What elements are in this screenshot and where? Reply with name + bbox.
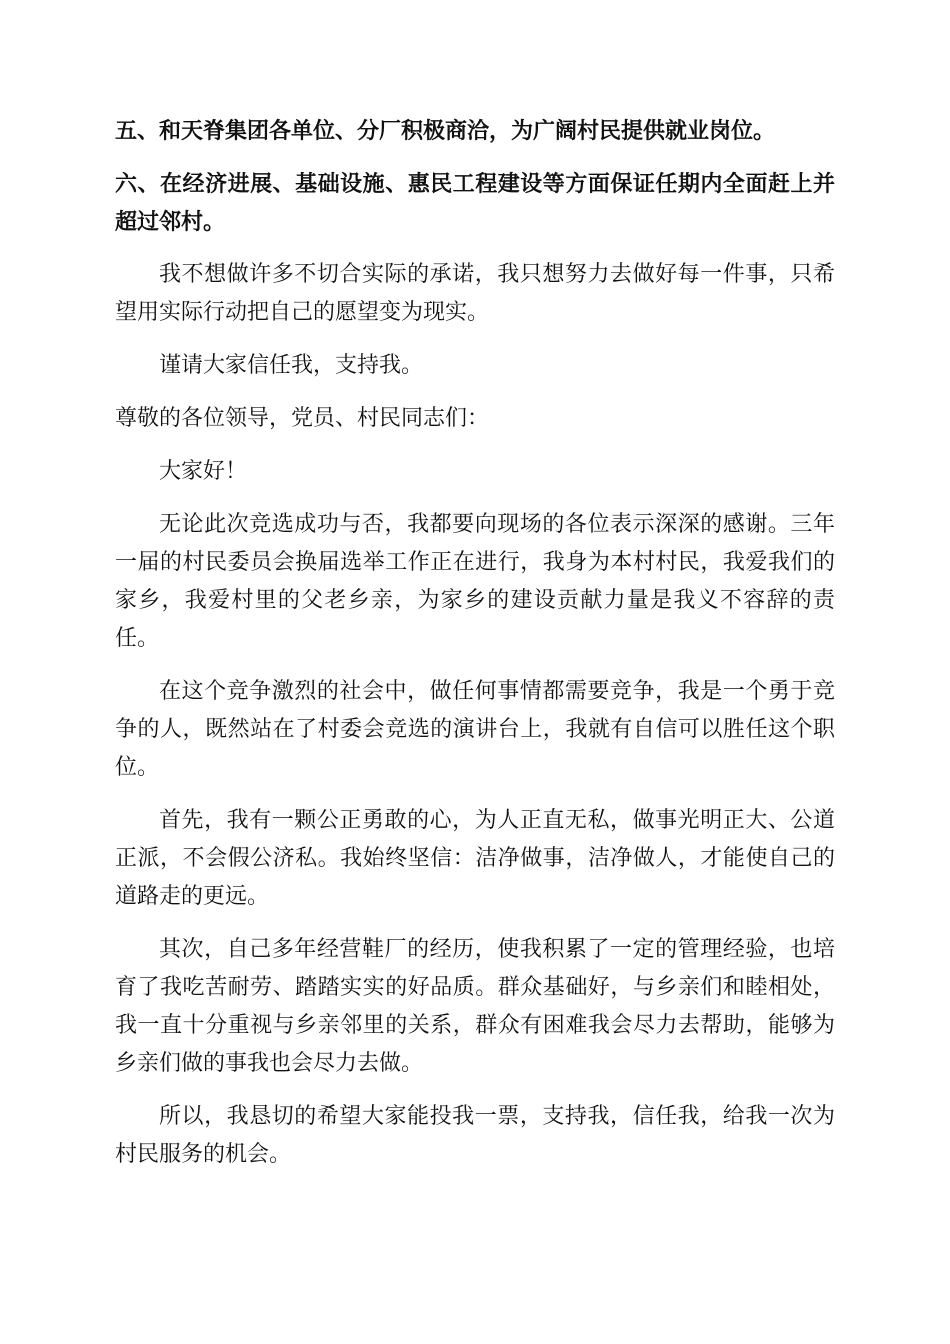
paragraph-second-point: 其次，自己多年经营鞋厂的经历，使我积累了一定的管理经验，也培育了我吃苦耐劳、踏踏实实的好品质。群众基础好，与乡亲们和睦相处，我一直十分重视与乡亲邻里的关系，群众有困难我会尽力去帮助，能够为乡亲们做的事我也会尽力去做。	[115, 937, 835, 1076]
paragraph-item-6: 六、在经济进展、基础设施、惠民工程建设等方面保证任期内全面赶上并超过邻村。	[115, 171, 835, 235]
salutation: 尊敬的各位领导，党员、村民同志们：	[115, 406, 490, 431]
paragraph-request-support: 谨请大家信任我，支持我。	[159, 353, 424, 378]
paragraph-competition: 在这个竞争激烈的社会中，做任何事情都需要竞争，我是一个勇于竞争的人，既然站在了村委会竞选的演讲台上，我就有自信可以胜任这个职位。	[115, 679, 835, 780]
paragraph-promise: 我不想做许多不切合实际的承诺，我只想努力去做好每一件事，只希望用实际行动把自己的愿望变为现实。	[115, 262, 835, 325]
paragraph-item-5: 五、和天脊集团各单位、分厂积极商洽，为广阔村民提供就业岗位。	[115, 118, 776, 144]
greeting: 大家好！	[159, 459, 248, 484]
document-page	[115, 112, 835, 1189]
paragraph-thanks: 无论此次竞选成功与否，我都要向现场的各位表示深深的感谢。三年一届的村民委员会换届选举工作正在进行，我身为本村村民，我爱我们的家乡，我爱村里的父老乡亲，为家乡的建设贡献力量是我义不容辞的责任。	[115, 512, 835, 651]
paragraph-first-point: 首先，我有一颗公正勇敢的心，为人正直无私，做事光明正大、公道正派，不会假公济私。我始终坚信：洁净做事，洁净做人，才能使自己的道路走的更远。	[115, 808, 835, 909]
paragraph-closing: 所以，我恳切的希望大家能投我一票，支持我，信任我，给我一次为村民服务的机会。	[115, 1104, 835, 1167]
